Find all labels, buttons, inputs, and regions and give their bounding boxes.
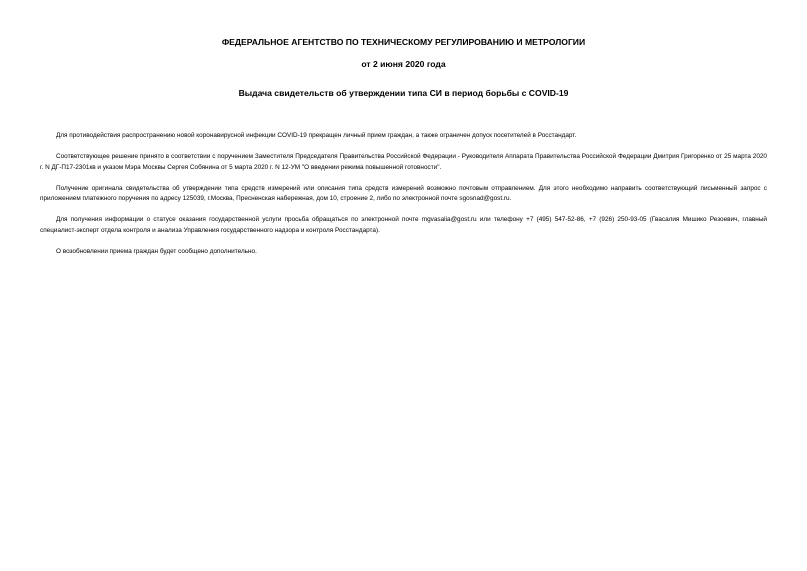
- paragraph-postal-delivery: Получение оригинала свидетельства об утверждении типа средств измерений или описания типа средств измерений возможно почтовым отправлением. Для этого необходимо направить соответствующий письменный запрос с приложением платежного поручения по адресу 125039, г.Москва, Пресненская набережная, дом 10, строение 2, либо по электронной почте sgosnad@gost.ru.: [40, 184, 767, 202]
- document-body: [40, 131, 767, 257]
- agency-name: ФЕДЕРАЛЬНОЕ АГЕНТСТВО ПО ТЕХНИЧЕСКОМУ РЕГУЛИРОВАНИЮ И МЕТРОЛОГИИ: [221, 37, 586, 47]
- document-date: от 2 июня 2020 года: [361, 59, 446, 69]
- paragraph-contact-info: Для получения информации о статусе оказания государственной услуги просьба обращаться по электронной почте mgvasalia@gost.ru или телефону +7 (495) 547-52-86, +7 (926) 250-93-05 (Гвасалия Мишико Резоевич, главный специалист-эксперт отдела контроля и анализа Управления государственного надзора и контроля Росстандарта).: [40, 216, 767, 234]
- document-header: [40, 37, 767, 99]
- paragraph-legal-basis: Соответствующее решение принято в соответствии с поручением Заместителя Председателя Правительства Российской Федерации - Руководителя Аппарата Правительства Российской Федерации Дмитрия Григоренко от 25 марта 2020 г. N ДГ-П17-2301кв и указом Мэра Москвы Сергея Собянина от 5 марта 2020 г. N 12-УМ "О введении режима повышенной готовности".: [40, 153, 767, 171]
- paragraph-resumption-notice: О возобновлении приема граждан будет сообщено дополнительно.: [56, 247, 257, 255]
- paragraph-reception-closed: Для противодействия распространению новой коронавирусной инфекции COVID-19 прекращен личный прием граждан, а также ограничен допуск посетителей в Росстандарт.: [56, 132, 577, 139]
- document-title: Выдача свидетельств об утверждении типа СИ в период борьбы с COVID-19: [238, 88, 569, 98]
